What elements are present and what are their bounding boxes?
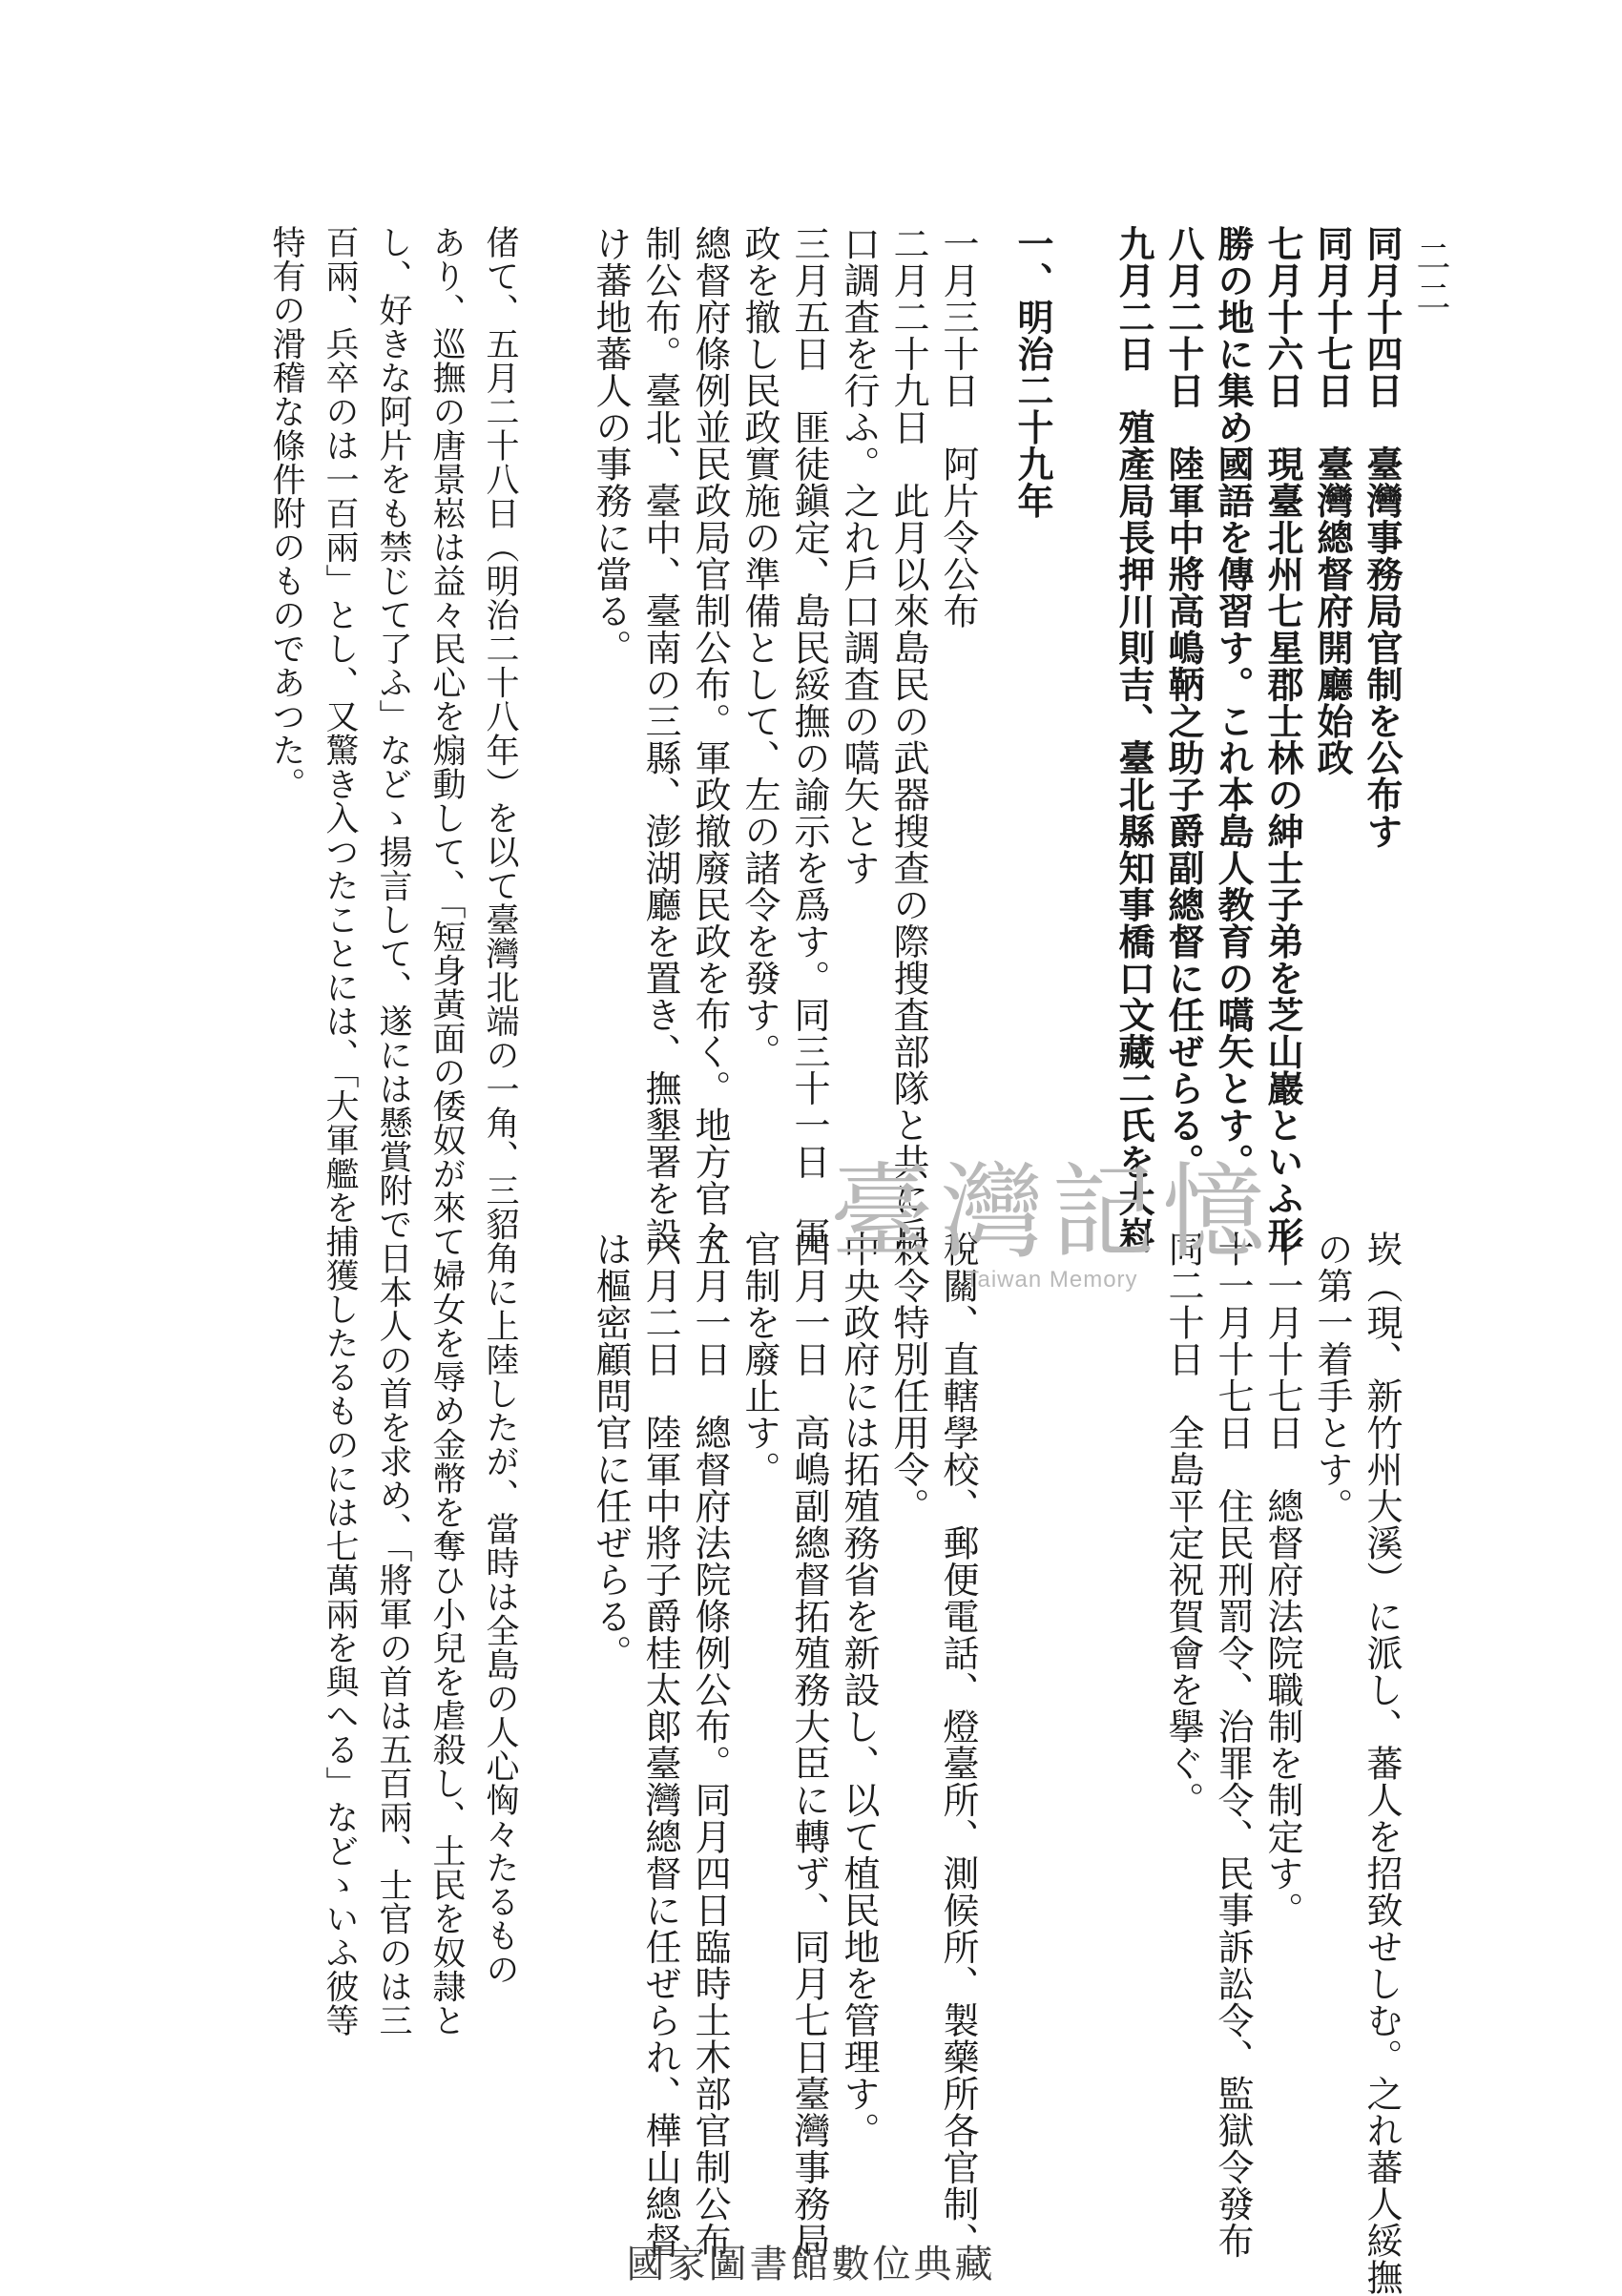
narrative-line: 特有の滑稽な條件附のものであつた。 [267,225,305,801]
entry-line: 崁（現、新竹州大溪）に派し、蕃人を招致せしむ。之れ蕃人綏撫 [1361,1231,1403,2296]
entry-line: 總督府條例並民政局官制公布。軍政撤廢民政を布く。地方官々 [689,225,731,1253]
watermark-title: 臺灣記憶 [830,1153,1274,1272]
entry-line: 制公布。臺北、臺中、臺南の三縣、澎湖廳を置き、撫墾署を設 [639,225,681,1253]
entry-line: 同二十日 全島平定祝賀會を擧ぐ。 [1162,1231,1204,1818]
watermark [830,1153,1274,1293]
entry-line: 六月二日 陸軍中將子爵桂太郞臺灣總督に任ぜられ、樺山總督 [639,1231,681,2259]
footer-collection-label: 國家圖書館數位典藏 [626,2243,996,2286]
page-number: 二二 [1411,238,1450,319]
narrative-line: し、好きな阿片をも禁じて了ふ」などゝ揚言して、遂には懸賞附で日本人の首を求め、「將軍の首は五百兩、士官のは三 [374,225,412,2037]
entry-line: 同月十七日 臺灣總督府開廳始政 [1311,225,1354,776]
entry-line: 官制を廢止す。 [738,1231,780,1488]
entry-line: 四月一日 高嶋副總督拓殖務大臣に轉ず、同月七日臺灣事務局 [788,1231,830,2259]
entry-line: け蕃地蕃人の事務に當る。 [590,225,632,666]
entry-line: 同月十四日 臺灣事務局官制を公布す [1361,225,1404,850]
entry-line: 七月十六日 現臺北州七星郡士林の紳士子弟を芝山巖といふ形 [1261,225,1304,1253]
entry-line: 政を撤し民政實施の準備として、左の諸令を發す。 [738,225,780,1070]
entry-line: 八月二十日 陸軍中將高嶋鞆之助子爵副總督に任ぜらる。 [1162,225,1205,1180]
entry-line: 五月一日 總督府法院條例公布。同月四日臨時土木部官制公布。 [689,1231,731,2296]
entry-line: 勝の地に集め國語を傳習す。これ本島人教育の嚆矢とす。 [1212,225,1255,1180]
entry-line: 二月二十九日 此月以來島民の武器搜查の際搜査部隊と共に戶 [887,225,929,1253]
section-heading: 一、明治二十九年 [1011,225,1054,519]
entry-line: 敕令特別任用令。 [887,1231,929,1524]
entry-line: 稅關、直轄學校、郵便電話、燈臺所、測候所、製藥所各官制、 [937,1231,979,2259]
entry-line: 十一月十七日 總督府法院職制を制定す。 [1261,1231,1303,1929]
entry-line: 十一月十七日 住民刑罰令、治罪令、民事訴訟令、監獄令發布 [1212,1231,1254,2259]
entry-line: 口調査を行ふ。之れ戶口調査の嚆矢とす [838,225,880,886]
narrative-line: あり、巡撫の唐景崧は益々民心を煽動して、「短身黃面の倭奴が來て婦女を辱め金幣を奪ひ小兒を虐殺し、土民を奴隷と [427,225,466,2037]
entry-line: は樞密顧問官に任ぜらる。 [590,1231,632,1671]
entry-line: 一月三十日 阿片令公布 [937,225,979,630]
narrative-line: 百兩、兵卒のは一百兩」とし、又驚き入つたことには、「大軍艦を捕獲したるものには七萬兩を與へる」などゝいふ彼等 [321,225,359,2037]
narrative-line: 偖て、五月二十八日（明治二十八年）を以て臺灣北端の一角、三貂角に上陸したが、當時は全島の人心恟々たるもの [481,225,519,1986]
entry-line: 中央政府には拓殖務省を新設し、以て植民地を管理す。 [838,1231,880,2149]
watermark-subtitle: Taiwan Memory [965,1267,1138,1293]
entry-line: 九月二日 殖產局長押川則吉、臺北縣知事橋口文藏二氏を大嵙 [1113,225,1155,1253]
entry-line: 三月五日 匪徒鎭定、島民綏撫の諭示を爲す。同三十一日 軍 [788,225,830,1253]
entry-line: の第一着手とす。 [1311,1231,1353,1524]
